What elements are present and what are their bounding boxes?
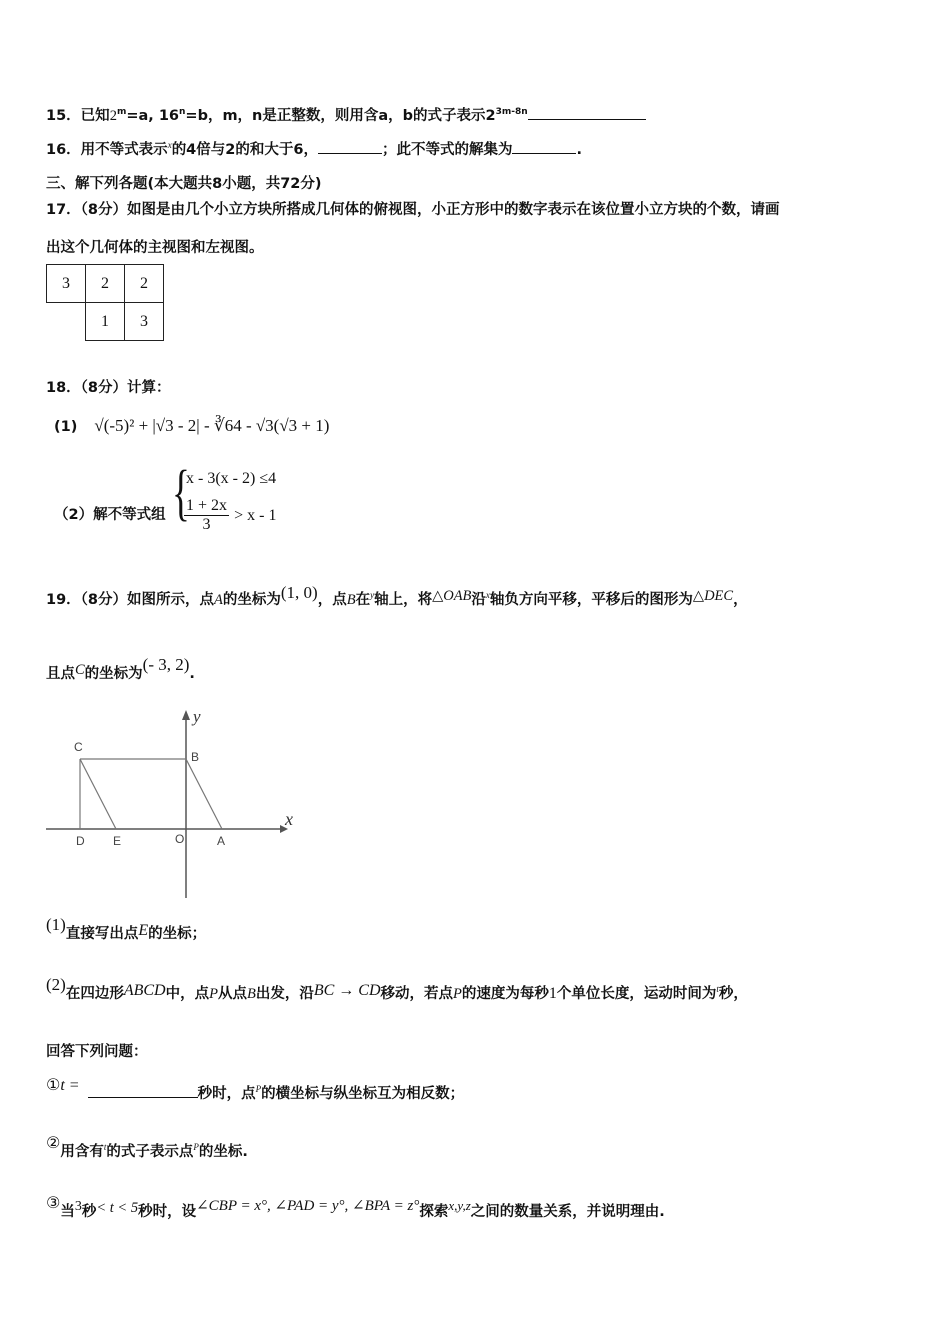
grid-cell: 2 bbox=[86, 265, 125, 303]
q19-answer-prompt: 回答下列问题： bbox=[46, 1044, 148, 1060]
q18-inequality-2-rhs: > x - 1 bbox=[234, 507, 277, 524]
q19-text: 出发，沿 bbox=[255, 986, 314, 1002]
q19-text: 秒时，点 bbox=[197, 1086, 256, 1102]
q19-text: 轴负方向平移，平移后的图形为 bbox=[489, 592, 693, 608]
q19-point-p: P bbox=[255, 1084, 262, 1095]
q19-text: 轴上，将 bbox=[374, 592, 433, 608]
q19-item2-marker: ② bbox=[46, 1133, 61, 1152]
q16-text-c: ；此不等式的解集为 bbox=[381, 142, 513, 158]
q19-text: 秒 bbox=[81, 1203, 97, 1220]
segment-ce bbox=[80, 759, 116, 829]
y-axis-arrow bbox=[182, 710, 190, 720]
q19-text: 在四边形 bbox=[65, 986, 124, 1002]
q18-p2-label: （2）解不等式组 bbox=[54, 507, 166, 523]
q18-part-1 bbox=[54, 416, 329, 436]
q19-text: 且点 bbox=[46, 666, 75, 682]
q19-var-t: t bbox=[103, 1142, 107, 1153]
q19-sub2-label: (2) bbox=[46, 975, 66, 994]
q19-item-1 bbox=[46, 1075, 465, 1103]
q17-line-2: 出这个几何体的主视图和左视图。 bbox=[46, 240, 264, 256]
q16-var-x: x bbox=[167, 140, 172, 151]
q19-text: 的横坐标与纵坐标互为相反数； bbox=[261, 1086, 465, 1102]
q18-fraction-numerator: 1 + 2x bbox=[186, 497, 228, 514]
system-brace: { bbox=[172, 459, 190, 527]
q19-text: 的坐标为 bbox=[84, 666, 143, 682]
question-16 bbox=[46, 138, 582, 159]
q19-item3-angles: ∠CBP = x°, ∠PAD = y°, ∠BPA = z° bbox=[196, 1197, 420, 1214]
q18-p1-label: (1) bbox=[54, 419, 78, 435]
top-view-grid bbox=[46, 264, 164, 341]
q19-axis-y: y bbox=[370, 590, 375, 601]
q19-point-e: E bbox=[138, 922, 149, 939]
q19-text: 的坐标； bbox=[148, 926, 207, 942]
q19-line-1 bbox=[46, 583, 748, 609]
q15-exp-m: m bbox=[116, 107, 127, 118]
label-b: B bbox=[191, 750, 200, 764]
q19-text: 探索 bbox=[419, 1203, 449, 1220]
q16-text-b: 的4倍与2的和大于6， bbox=[171, 142, 318, 158]
q19-item1-marker: ① bbox=[46, 1075, 61, 1094]
grid-cell: 3 bbox=[47, 265, 86, 303]
q18-inequality-2 bbox=[184, 497, 276, 534]
q19-item-3 bbox=[46, 1192, 665, 1221]
q19-triangle-dec: △DEC bbox=[692, 588, 734, 604]
q15-eq-b: =b，m，n是正整数，则用含a，b的式子表示2 bbox=[185, 108, 496, 124]
q19-item3-vars: x,y,z bbox=[448, 1198, 471, 1213]
label-o: O bbox=[175, 832, 185, 846]
grid-cell: 2 bbox=[125, 265, 164, 303]
q19-point-a: A bbox=[214, 592, 223, 608]
q19-text: ， bbox=[733, 592, 748, 608]
label-a: A bbox=[217, 834, 226, 848]
q19-path-bc-cd: BC → CD bbox=[313, 982, 381, 999]
q18-fraction-denominator: 3 bbox=[202, 516, 211, 533]
q15-exp-target: 3m-8n bbox=[495, 107, 528, 118]
q19-text: 的坐标为 bbox=[222, 592, 281, 608]
q19-text: 沿 bbox=[471, 592, 486, 608]
q19-text: 直接写出点 bbox=[65, 926, 139, 942]
q19-text: 用含有 bbox=[60, 1144, 104, 1160]
q18-inequality-1: x - 3(x - 2) ≤4 bbox=[186, 470, 277, 487]
q15-exp-n: n bbox=[179, 107, 186, 118]
coordinate-figure bbox=[40, 700, 310, 902]
q19-line-2 bbox=[46, 655, 195, 683]
q19-text: . bbox=[189, 666, 195, 682]
q19-item3-three: 3 bbox=[74, 1199, 82, 1214]
q19-axis-x: x bbox=[485, 590, 490, 601]
q15-eq-a: =a, 16 bbox=[126, 108, 179, 124]
q19-point-p: P bbox=[209, 986, 218, 1002]
q19-sub1-label: (1) bbox=[46, 915, 66, 934]
q19-var-t: t bbox=[716, 984, 719, 995]
q19-text: 之间的数量关系，并说明理由. bbox=[470, 1203, 665, 1220]
q19-text: 个单位长度，运动时间为 bbox=[556, 986, 717, 1002]
q19-sub-2 bbox=[46, 975, 748, 1003]
q19-point-c: C bbox=[75, 662, 85, 678]
question-15 bbox=[46, 104, 646, 125]
q16-text-a: 16．用不等式表示 bbox=[46, 142, 168, 158]
label-y: y bbox=[193, 707, 201, 726]
q19-text: 的式子表示点 bbox=[106, 1144, 194, 1160]
q19-text: 从点 bbox=[217, 986, 247, 1002]
q16-text-d: . bbox=[576, 142, 582, 158]
q19-item3-marker: ③ bbox=[46, 1192, 61, 1212]
q19-text: 移动，若点 bbox=[380, 986, 453, 1002]
q19-text: 在 bbox=[355, 592, 371, 608]
grid-cell-empty bbox=[47, 303, 86, 341]
q19-text: 中，点 bbox=[165, 986, 210, 1002]
q19-text: 的速度为每秒 bbox=[461, 986, 549, 1002]
q19-item-2 bbox=[46, 1133, 248, 1161]
q19-text: 19．（8分）如图所示，点 bbox=[46, 592, 215, 608]
q19-text: 的坐标. bbox=[198, 1144, 248, 1160]
q19-point-p: P bbox=[453, 986, 462, 1002]
q17-line-1: 17．（8分）如图是由几个小立方块所搭成几何体的俯视图，小正方形中的数字表示在该位置小立方块的个数，请画 bbox=[46, 202, 780, 218]
q16-blank-1[interactable] bbox=[318, 153, 382, 154]
q19-coord-a: (1, 0) bbox=[280, 583, 318, 602]
q19-triangle-oab: △OAB bbox=[432, 588, 472, 604]
q15-base: 2 bbox=[109, 108, 117, 124]
segment-ba bbox=[186, 759, 222, 829]
q19-point-p: P bbox=[193, 1142, 199, 1153]
grid-cell: 3 bbox=[125, 303, 164, 341]
q19-item1-blank[interactable] bbox=[88, 1097, 198, 1098]
q19-speed: 1 bbox=[548, 985, 557, 1002]
q19-item3-range: < t < 5 bbox=[96, 1199, 139, 1216]
q15-prefix: 15．已知 bbox=[46, 108, 110, 124]
grid-cell: 1 bbox=[86, 303, 125, 341]
q19-sub-1 bbox=[46, 915, 207, 943]
q19-text: 秒， bbox=[718, 986, 748, 1002]
q18-p1-expression: √(-5)² + |√3 - 2| - ∛64 - √3(√3 + 1) bbox=[94, 416, 330, 435]
q18-fraction bbox=[184, 497, 229, 534]
q19-point-b: B bbox=[346, 592, 356, 608]
q19-quad-abcd: ABCD bbox=[123, 982, 166, 999]
label-e: E bbox=[113, 834, 122, 848]
q16-blank-2[interactable] bbox=[512, 153, 576, 154]
q19-point-b: B bbox=[246, 986, 256, 1002]
q19-text: 秒时，设 bbox=[138, 1203, 197, 1220]
q19-text: 当 bbox=[60, 1203, 75, 1220]
q19-text: ，点 bbox=[317, 592, 347, 608]
q18-title: 18．（8分）计算： bbox=[46, 380, 171, 396]
label-d: D bbox=[76, 834, 85, 848]
q19-coord-c: (- 3, 2) bbox=[142, 655, 190, 674]
label-x: x bbox=[285, 809, 293, 829]
section-3-title: 三、解下列各题(本大题共8小题，共72分) bbox=[46, 176, 322, 192]
label-c: C bbox=[74, 740, 83, 754]
q19-item1-t: t = bbox=[60, 1077, 80, 1094]
q15-answer-blank[interactable] bbox=[528, 119, 646, 120]
